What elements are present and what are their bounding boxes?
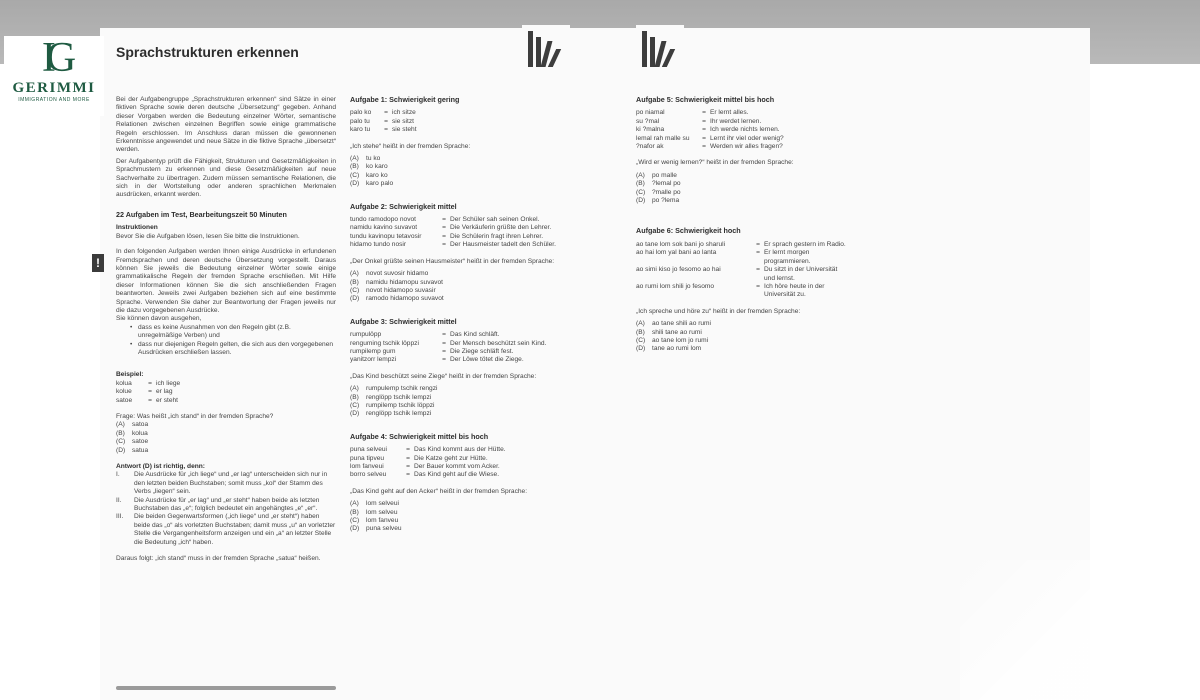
column-tasks-2 xyxy=(636,96,846,354)
task-pair: lemal rah malle su = Lernt ihr viel oder wenig? xyxy=(636,134,784,142)
example-pair: kolua = ich liege xyxy=(116,379,181,387)
answer-option: (B) lom selveu xyxy=(350,508,398,516)
task-pair: tundo ramodopo novot = Der Schüler sah seinen Onkel. xyxy=(350,216,540,224)
task-pair: po niamal = Er lernt alles. xyxy=(636,109,749,117)
answer-option: (B) kolua xyxy=(116,429,148,437)
tasks-heading: 22 Aufgaben im Test, Bearbeitungszeit 50 Minuten xyxy=(116,209,287,219)
answer-option: (C) ao tane lom jo rumi xyxy=(636,336,709,344)
task-question: „Der Onkel grüßte seinen Hausmeister“ heißt in der fremden Sprache: xyxy=(350,257,555,265)
task-question: „Ich stehe“ heißt in der fremden Sprache: xyxy=(350,142,471,150)
answer-option: (A) lom selveui xyxy=(350,500,399,508)
answer-option: (B) namidu hidamopu suvavot xyxy=(350,278,443,286)
answer-option: (A) satoa xyxy=(116,421,149,429)
task-question: „Ich spreche und höre zu“ heißt in der fremden Sprache: xyxy=(636,307,801,315)
task-pair: yanitzorr lempzi = Der Löwe tötet die Ziege. xyxy=(350,356,524,364)
task-heading: Aufgabe 2: Schwierigkeit mittel xyxy=(350,201,457,211)
task-pair: palo ko = ich sitze xyxy=(350,109,416,117)
task-pair: ?nafor ak = Werden wir alles fragen? xyxy=(636,143,783,151)
answer-option: (C) karo ko xyxy=(350,171,388,179)
answer-reason: III. Die beiden Gegenwartsformen („ich liege“ und „er steht“) haben beide das „o“ als vorletzten Buchstaben; damit muss „u“ an vorletzter Stelle die Vergangenheitsform anzeigen und ein „a“ an letzter Stelle die Bedeutung „ich“ haben. xyxy=(116,513,336,546)
column-intro xyxy=(116,96,336,567)
example-pair: kolue = er lag xyxy=(116,388,173,396)
answer-option: (C) satoe xyxy=(116,438,149,446)
conclusion: Daraus folgt: „ich stand“ muss in der fremden Sprache „satua“ heißen. xyxy=(116,555,321,563)
answer-option: (D) po ?lema xyxy=(636,197,680,205)
task-pair: ao tane lom sok bani jo sharuli = Er sprach gestern im Radio. xyxy=(636,240,846,248)
task-pair: hidamo tundo nosir = Der Hausmeister tadelt den Schüler. xyxy=(350,241,556,249)
answer-option: (C) lom fanveu xyxy=(350,517,399,525)
answer-option: (C) ?malle po xyxy=(636,188,681,196)
logo-name: GERIMMI xyxy=(12,80,96,96)
example-heading: Beispiel: xyxy=(116,371,144,379)
answer-option: (B) shili tane ao rumi xyxy=(636,328,702,336)
assumptions-lead: Sie können davon ausgehen, xyxy=(116,315,202,323)
books-icon xyxy=(522,25,570,69)
answer-option: (C) rumpilemp tschik löppzi xyxy=(350,401,435,409)
task-question: „Wird er wenig lernen?“ heißt in der fremden Sprache: xyxy=(636,159,794,167)
answer-option: (A) tu ko xyxy=(350,155,381,163)
instructions-lead: Bevor Sie die Aufgaben lösen, lesen Sie bitte die Instruktionen. xyxy=(116,232,300,240)
answer-reason: II. Die Ausdrücke für „er lag“ und „er steht“ haben beide als letzten Buchstaben das „e“; folglich bedeutet ein angehängtes „e“ „er“. xyxy=(116,496,320,513)
assumptions-list xyxy=(116,324,336,358)
task-pair: rumpilemp gum = Die Ziege schläft fest. xyxy=(350,347,514,355)
answer-option: (D) ramodo hidamopo suvavot xyxy=(350,295,444,303)
answer-option: (D) satua xyxy=(116,446,149,454)
books-icon xyxy=(636,25,684,69)
answer-option: (A) po malle xyxy=(636,171,677,179)
task-question: „Das Kind geht auf den Acker“ heißt in der fremden Sprache: xyxy=(350,487,528,495)
logo-monogram: IG xyxy=(41,35,67,81)
task-pair: tundu kavinopu tetavosir = Die Schülerin fragt ihren Lehrer. xyxy=(350,232,544,240)
task-pair: karo tu = sie steht xyxy=(350,126,417,134)
instructions-heading: Instruktionen xyxy=(116,224,158,232)
task-pair: namidu kavino suvavot = Die Verkäuferin grüßte den Lehrer. xyxy=(350,224,552,232)
instructions-body: In den folgenden Aufgaben werden Ihnen einige Ausdrücke in erfundenen Fremdsprachen und deren deutsche Übersetzung vorgestellt. Daraus können Sie jeweils die Bedeutung einzelner Wörter sowie einige grammatikalische Regeln der fremden Sprache erschließen. Mit Hilfe dieser Informationen können Sie die sich anschließenden Fragen beantworten. Jeweils zwei Aufgaben beziehen sich auf eine bestimmte Sprache. Verwenden Sie daher zur Beantwortung der Fragen jeweils nur die dazu vorgegebenen Ausdrücke. xyxy=(116,248,336,314)
task-question: „Das Kind beschützt seine Ziege“ heißt in der fremden Sprache: xyxy=(350,372,537,380)
task-pair: puna tipveu = Die Katze geht zur Hütte. xyxy=(350,454,488,462)
answer-reason: I. Die Ausdrücke für „ich liege“ und „er lag“ unterscheiden sich nur in den letzten beiden Buchstaben; somit muss „kol“ der Stamm des Verbs „liegen“ sein. xyxy=(116,471,328,496)
task-pair: borro selveu = Das Kind geht auf die Wiese. xyxy=(350,471,500,479)
task-pair: lom fanveui = Der Bauer kommt vom Acker. xyxy=(350,463,500,470)
answer-option: (B) ko karo xyxy=(350,163,388,171)
task-heading: Aufgabe 4: Schwierigkeit mittel bis hoch xyxy=(350,431,489,441)
answer-option: (D) tane ao rumi lom xyxy=(636,345,702,353)
company-logo xyxy=(4,36,104,116)
task-heading: Aufgabe 3: Schwierigkeit mittel xyxy=(350,316,457,326)
list-item: • dass nur diejenigen Regeln gelten, die sich aus den vorgegebenen Ausdrücken erschließen lassen. xyxy=(138,341,336,358)
task-pair: ao simi kiso jo fesomo ao hai = Du sitzt in der Universität und lernst. xyxy=(636,266,838,282)
answer-option: (D) puna selveu xyxy=(350,525,402,533)
answer-option: (D) karo palo xyxy=(350,180,394,188)
task-heading: Aufgabe 5: Schwierigkeit mittel bis hoch xyxy=(636,95,775,104)
task-pair: rumpulöpp = Das Kind schläft. xyxy=(350,331,500,339)
answer-option: (C) novot hidamopo suvasir xyxy=(350,286,436,294)
task-pair: ao hai lom yal bani ao lanta = Er lernt morgen programmieren. xyxy=(636,249,811,265)
task-heading: Aufgabe 6: Schwierigkeit hoch xyxy=(636,226,741,236)
corner-fade xyxy=(960,560,1160,700)
task-pair: palo tu = sie sitzt xyxy=(350,117,414,125)
answer-option: (B) ?lemal po xyxy=(636,180,681,188)
answer-option: (A) novot suvosir hidamo xyxy=(350,270,429,278)
answer-option: (B) renglöpp tschik lempzi xyxy=(350,393,432,401)
answer-heading: Antwort (D) ist richtig, denn: xyxy=(116,463,206,471)
example-question: Frage: Was heißt „ich stand“ in der fremden Sprache? xyxy=(116,413,274,420)
task-pair: renguming tschik löppzi = Der Mensch beschützt sein Kind. xyxy=(350,339,547,347)
column-tasks-1 xyxy=(350,96,572,534)
intro-paragraph: Bei der Aufgabengruppe „Sprachstrukturen erkennen“ sind Sätze in einer fiktiven Sprache sowie deren deutsche „Übersetzung“ gegeben. Anhand dieser Vorgaben werden die Bedeutung einzelner Wörter, semantische Relationen zwischen einzelnen Begriffen sowie einige grammatische Regeln erschlossen. Im Anschluss daran müssen die gewonnenen Erkenntnisse angewendet und neue Sätze in die fiktive Sprache „übersetzt“ werden. xyxy=(116,96,336,154)
exclamation-icon: ! xyxy=(92,254,104,272)
answer-option: (A) ao tane shili ao rumi xyxy=(636,320,712,328)
intro-paragraph: Der Aufgabentyp prüft die Fähigkeit, Strukturen und Gesetzmäßigkeiten in Sprachmustern zu erkennen und diese Gesetzmäßigkeiten auf neue Sachverhalte zu übertragen. Zudem müssen semantische Relationen, die sich in der Wortstellung oder anderen sprachlichen Merkmalen ausdrücken, erkannt werden. xyxy=(116,157,336,199)
answer-option: (A) rumpulemp tschik rengzi xyxy=(350,385,438,393)
logo-tagline: IMMIGRATION AND MORE xyxy=(18,97,90,103)
scrollbar[interactable] xyxy=(116,686,336,690)
task-pair: su ?mal = Ihr werdet lernen. xyxy=(636,117,762,125)
example-pair: satoe = er steht xyxy=(116,396,178,404)
document-title: Sprachstrukturen erkennen xyxy=(116,44,299,60)
task-pair: ao rumi lom shili jo fesomo = Ich höre heute in der Universität zu. xyxy=(636,282,825,299)
task-heading: Aufgabe 1: Schwierigkeit gering xyxy=(350,95,460,104)
task-pair: puna selveui = Das Kind kommt aus der Hütte. xyxy=(350,446,506,454)
list-item: • dass es keine Ausnahmen von den Regeln gibt (z.B. unregelmäßige Verben) und xyxy=(138,324,336,341)
task-pair: ki ?malna = Ich werde nichts lernen. xyxy=(636,126,780,134)
answer-option: (D) renglöpp tschik lempzi xyxy=(350,410,432,418)
